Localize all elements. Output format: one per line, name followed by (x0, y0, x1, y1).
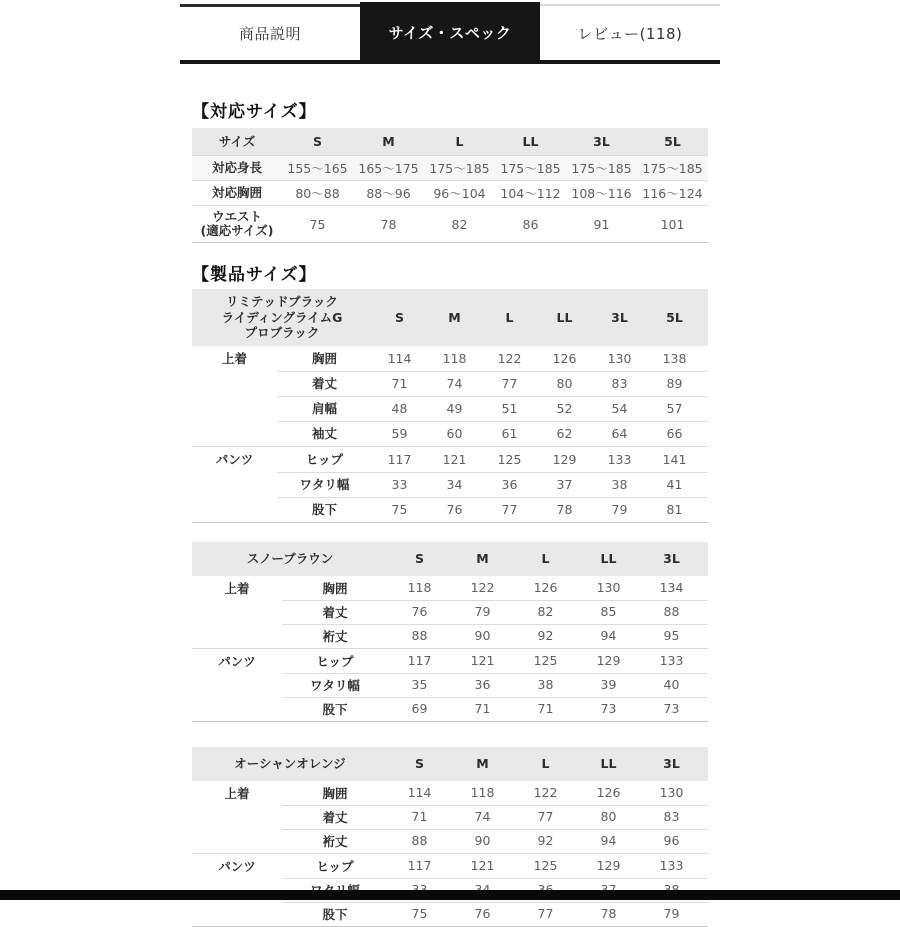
cell-value: 82 (537, 604, 554, 619)
product-size-table (192, 289, 708, 523)
cell-value: 101 (660, 216, 685, 232)
measure-label: 股下 (311, 502, 337, 517)
table-row (192, 497, 708, 522)
cell-value: 77 (537, 906, 554, 921)
table-row (192, 205, 708, 242)
table-row (192, 649, 708, 673)
column-header: LL (556, 309, 573, 325)
cell-value: 36 (474, 677, 491, 692)
cell-value: 122 (533, 785, 558, 800)
cell-value: 114 (387, 350, 412, 366)
product-size-tables (192, 289, 708, 927)
cell-value: 125 (533, 653, 558, 668)
measure-label: 肩幅 (311, 401, 337, 416)
cell-value: 117 (387, 451, 412, 467)
cell-value: 80〜88 (295, 186, 340, 201)
section-title-compatible-sizes: 【対応サイズ】 (192, 102, 317, 122)
cell-value: 60 (446, 425, 463, 441)
cell-value: 78 (380, 216, 397, 232)
measure-label: ヒップ (316, 858, 354, 874)
column-header: L (541, 756, 550, 771)
cell-value: 122 (470, 580, 495, 595)
cell-value: 76 (411, 604, 428, 619)
cell-value: 96 (663, 833, 680, 848)
cell-value: 138 (662, 350, 687, 366)
table-row (192, 805, 708, 829)
cell-value: 38 (537, 677, 554, 692)
cell-value: 73 (663, 701, 680, 716)
cell-value: 74 (446, 375, 463, 391)
column-header: M (476, 756, 489, 771)
measure-label: ワタリ幅 (299, 477, 350, 492)
cell-value: 155〜165 (287, 161, 348, 176)
cell-value: 116〜124 (642, 186, 703, 201)
cell-value: 77 (501, 501, 518, 517)
cell-value: 130 (659, 785, 684, 800)
garment-group (192, 648, 708, 721)
column-header: 3L (611, 309, 628, 325)
table-row (192, 600, 708, 624)
cell-value: 37 (556, 476, 573, 492)
cell-value: 121 (442, 451, 467, 467)
cell-value: 88 (411, 833, 428, 848)
cell-value: 141 (662, 451, 687, 467)
cell-value: 95 (663, 628, 680, 643)
tab-bar (180, 4, 720, 64)
table-row (192, 421, 708, 446)
table-row (192, 697, 708, 721)
cell-value: 83 (663, 809, 680, 824)
cell-value: 38 (611, 476, 628, 492)
cell-value: 49 (446, 400, 463, 416)
cell-value: 175〜185 (500, 161, 561, 176)
column-header: S (394, 309, 404, 325)
cell-value: 129 (552, 451, 577, 467)
cell-value: 48 (391, 400, 408, 416)
cell-value: 133 (659, 653, 684, 668)
cell-value: 66 (666, 425, 683, 441)
measure-label: 裄丈 (322, 628, 348, 644)
cell-value: 74 (474, 809, 491, 824)
cell-value: 86 (522, 216, 539, 232)
cell-value: 34 (446, 476, 463, 492)
cell-value: 90 (474, 628, 491, 643)
cell-value: 77 (537, 809, 554, 824)
section-title-product-sizes: 【製品サイズ】 (192, 265, 317, 285)
cell-value: 69 (411, 701, 428, 716)
table-row (192, 624, 708, 648)
column-header: LL (600, 551, 617, 566)
garment-group (192, 446, 708, 522)
table-row (192, 180, 708, 205)
measure-label: 股下 (322, 906, 348, 922)
cell-value: 122 (497, 350, 522, 366)
color-header-row (192, 542, 708, 576)
cell-value: 75 (411, 906, 428, 921)
measure-label: 着丈 (322, 809, 348, 825)
cell-value: 125 (497, 451, 522, 467)
cell-value: 83 (611, 375, 628, 391)
cell-value: 91 (593, 216, 610, 232)
cell-value: 36 (501, 476, 518, 492)
column-header: 5L (664, 134, 681, 149)
cell-value: 71 (391, 375, 408, 391)
cell-value: 39 (600, 677, 617, 692)
cell-value: 129 (596, 858, 621, 873)
table-row (192, 447, 708, 472)
column-header: S (414, 551, 424, 566)
cell-value: 76 (474, 906, 491, 921)
measure-label: 袖丈 (311, 426, 337, 441)
cell-value: 121 (470, 653, 495, 668)
color-header-row (192, 747, 708, 781)
cell-value: 94 (600, 628, 617, 643)
color-header-row (192, 289, 708, 346)
cell-value: 130 (607, 350, 632, 366)
column-header: 3L (663, 756, 680, 771)
compatible-size-table (192, 128, 708, 243)
garment-group-label: パンツ (218, 653, 256, 669)
column-header: M (476, 551, 489, 566)
cell-value: 71 (537, 701, 554, 716)
cell-value: 54 (611, 400, 628, 416)
cell-value: 88 (663, 604, 680, 619)
cell-value: 64 (611, 425, 628, 441)
table-row (192, 673, 708, 697)
cell-value: 78 (556, 501, 573, 517)
garment-group-label: パンツ (218, 858, 256, 874)
table-row (192, 829, 708, 853)
cell-value: 88〜96 (366, 186, 411, 201)
cell-value: 77 (501, 375, 518, 391)
garment-group (192, 576, 708, 648)
bottom-black-bar (0, 890, 900, 900)
measure-label: 胸囲 (322, 785, 348, 801)
cell-value: 76 (446, 501, 463, 517)
column-header: 3L (593, 134, 610, 149)
cell-value: 134 (659, 580, 684, 595)
cell-value: 104〜112 (500, 186, 561, 201)
column-header: 3L (663, 551, 680, 566)
cell-value: 90 (474, 833, 491, 848)
garment-group (192, 346, 708, 446)
cell-value: 165〜175 (358, 161, 419, 176)
cell-value: 130 (596, 580, 621, 595)
measure-label: 股下 (322, 701, 348, 717)
color-name-header: リミテッドブラック ライディングライムG プロブラック (221, 294, 343, 340)
cell-value: 81 (666, 501, 683, 517)
cell-value: 73 (600, 701, 617, 716)
cell-value: 89 (666, 375, 683, 391)
cell-value: 35 (411, 677, 428, 692)
cell-value: 82 (451, 216, 468, 232)
tab-reviews[interactable]: レビュー(118) (540, 4, 720, 60)
cell-value: 51 (501, 400, 518, 416)
garment-group (192, 853, 708, 926)
cell-value: 88 (411, 628, 428, 643)
garment-group-label: パンツ (215, 452, 254, 467)
cell-value: 52 (556, 400, 573, 416)
cell-value: 118 (442, 350, 467, 366)
cell-value: 125 (533, 858, 558, 873)
column-header: L (505, 309, 514, 325)
column-header: LL (600, 756, 617, 771)
cell-value: 78 (600, 906, 617, 921)
cell-value: 121 (470, 858, 495, 873)
column-header-size: サイズ (218, 133, 256, 149)
cell-value: 80 (600, 809, 617, 824)
cell-value: 61 (501, 425, 518, 441)
cell-value: 85 (600, 604, 617, 619)
table-row (192, 472, 708, 497)
cell-value: 175〜185 (642, 161, 703, 176)
row-label: 対応身長 (211, 160, 262, 175)
tab-product-description[interactable]: 商品説明 (180, 4, 360, 60)
cell-value: 71 (474, 701, 491, 716)
cell-value: 75 (309, 216, 326, 232)
garment-group-label: 上着 (224, 785, 250, 801)
table-row (192, 576, 708, 600)
row-label: 対応胸囲 (211, 185, 262, 200)
measure-label: 胸囲 (311, 351, 337, 366)
cell-value: 92 (537, 628, 554, 643)
cell-value: 79 (611, 501, 628, 517)
cell-value: 57 (666, 400, 683, 416)
cell-value: 41 (666, 476, 683, 492)
column-header: S (414, 756, 424, 771)
garment-group-label: 上着 (221, 351, 247, 366)
cell-value: 108〜116 (571, 186, 632, 201)
color-name-header: オーシャンオレンジ (234, 755, 346, 771)
cell-value: 80 (556, 375, 573, 391)
product-size-table (192, 542, 708, 722)
column-header: M (382, 134, 395, 149)
cell-value: 175〜185 (429, 161, 490, 176)
cell-value: 92 (537, 833, 554, 848)
cell-value: 133 (607, 451, 632, 467)
table-row (192, 371, 708, 396)
garment-group (192, 781, 708, 853)
column-header: M (448, 309, 461, 325)
cell-value: 175〜185 (571, 161, 632, 176)
cell-value: 118 (470, 785, 495, 800)
cell-value: 62 (556, 425, 573, 441)
cell-value: 40 (663, 677, 680, 692)
cell-value: 117 (407, 858, 432, 873)
cell-value: 59 (391, 425, 408, 441)
table-row (192, 155, 708, 180)
column-header: L (455, 134, 464, 149)
cell-value: 94 (600, 833, 617, 848)
column-header: 5L (666, 309, 683, 325)
row-label: ウエスト (適応サイズ) (200, 209, 274, 238)
table-row (192, 902, 708, 926)
column-header: L (541, 551, 550, 566)
cell-value: 71 (411, 809, 428, 824)
color-name-header: スノーブラウン (246, 550, 334, 566)
cell-value: 133 (659, 858, 684, 873)
table-row (192, 781, 708, 805)
table-row (192, 346, 708, 371)
size-spec-content (180, 64, 720, 922)
cell-value: 75 (391, 501, 408, 517)
table-header-row (192, 128, 708, 155)
cell-value: 118 (407, 580, 432, 595)
table-row (192, 396, 708, 421)
measure-label: 裄丈 (322, 833, 348, 849)
cell-value: 126 (552, 350, 577, 366)
tab-size-spec[interactable]: サイズ・スペック (360, 2, 540, 62)
cell-value: 129 (596, 653, 621, 668)
measure-label: ヒップ (316, 653, 354, 669)
garment-group-label: 上着 (224, 580, 250, 596)
cell-value: 79 (474, 604, 491, 619)
cell-value: 126 (596, 785, 621, 800)
table-row (192, 854, 708, 878)
measure-label: 胸囲 (322, 580, 348, 596)
column-header: LL (522, 134, 539, 149)
cell-value: 33 (391, 476, 408, 492)
measure-label: 着丈 (322, 604, 348, 620)
cell-value: 117 (407, 653, 432, 668)
cell-value: 96〜104 (433, 186, 486, 201)
measure-label: 着丈 (311, 376, 337, 391)
column-header: S (312, 134, 322, 149)
cell-value: 114 (407, 785, 432, 800)
cell-value: 126 (533, 580, 558, 595)
measure-label: ヒップ (305, 452, 344, 467)
cell-value: 79 (663, 906, 680, 921)
measure-label: ワタリ幅 (310, 677, 360, 693)
